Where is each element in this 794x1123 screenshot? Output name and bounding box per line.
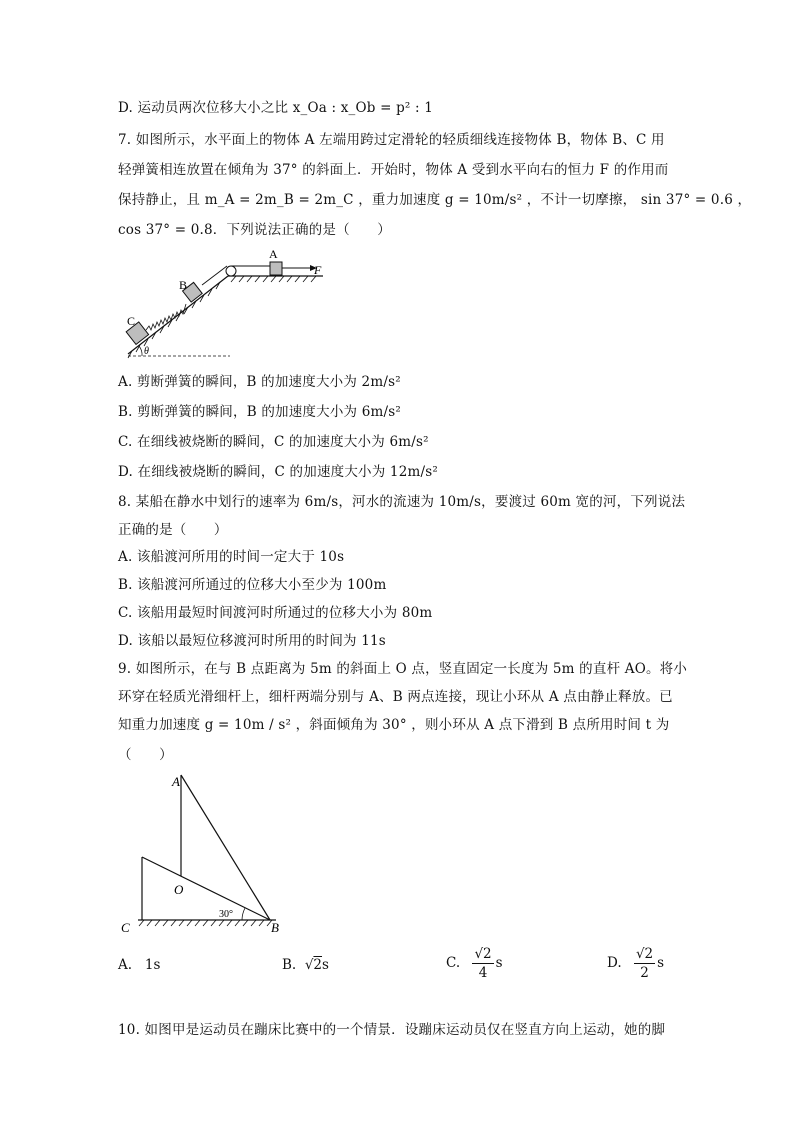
option-letter: B. [282, 957, 297, 973]
label-b: B [179, 278, 188, 292]
option-unit: s [495, 955, 503, 971]
q9-rod-figure [118, 770, 298, 940]
q9-option-c [446, 945, 503, 982]
q7-option-b: B. 剪断弹簧的瞬间，B 的加速度大小为 6m/s² [118, 404, 401, 420]
q9-stem-line-1: 9. 如图所示，在与 B 点距离为 5m 的斜面上 O 点，竖直固定一长度为 5m 的直杆 AO。将小 [118, 661, 688, 677]
fraction [634, 945, 655, 982]
q7-stem-line-3: 保持静止，且 m_A = 2m_B = 2m_C ，重力加速度 g = 10m/s² ，不计一切摩擦， sin 37° = 0.6 ， [118, 192, 752, 208]
fraction-denominator: 4 [478, 965, 488, 981]
q9-stem-line-3: 知重力加速度 g = 10m / s² ，斜面倾角为 30° ，则小环从 A 点下滑到 B 点所用时间 t 为 [118, 717, 670, 733]
q9-option-a [118, 957, 160, 973]
q9-option-b [282, 957, 329, 973]
q7-stem-line-1: 7. 如图所示，水平面上的物体 A 左端用跨过定滑轮的轻质细线连接物体 B，物体 B、C 用 [118, 132, 665, 148]
q8-option-b: B. 该船渡河所通过的位移大小至少为 100m [118, 577, 387, 593]
q7-option-a: A. 剪断弹簧的瞬间，B 的加速度大小为 2m/s² [118, 374, 401, 390]
q7-option-c: C. 在细线被烧断的瞬间，C 的加速度大小为 6m/s² [118, 434, 429, 450]
fraction-numerator: √2 [635, 946, 654, 962]
q10-stem-line-1: 10. 如图甲是运动员在蹦床比赛中的一个情景．设蹦床运动员仅在竖直方向上运动，她的脚 [118, 1022, 666, 1038]
q7-stem-line-4: cos 37° = 0.8．下列说法正确的是（ ） [118, 222, 391, 238]
q7-incline-figure [118, 246, 333, 364]
q8-stem-line-2: 正确的是（ ） [118, 522, 228, 538]
option-unit: s [657, 955, 665, 971]
sqrt-sign: √ [304, 957, 314, 973]
option-unit: s [322, 957, 329, 973]
label-c: C [121, 920, 130, 935]
label-b: B [271, 920, 279, 935]
option-letter: C. [446, 955, 461, 971]
option-letter: D. [607, 955, 622, 971]
q7-stem-line-2: 轻弹簧相连放置在倾角为 37° 的斜面上．开始时，物体 A 受到水平向右的恒力 F 的作用而 [118, 162, 669, 178]
label-a: A [269, 247, 278, 261]
q8-option-c: C. 该船用最短时间渡河时所通过的位移大小为 80m [118, 605, 433, 621]
label-c: C [127, 314, 136, 328]
q7-option-d: D. 在细线被烧断的瞬间，C 的加速度大小为 12m/s² [118, 464, 439, 480]
fraction-denominator: 2 [640, 965, 649, 981]
q8-option-a: A. 该船渡河所用的时间一定大于 10s [118, 549, 345, 565]
option-value: 1s [144, 957, 161, 973]
q8-stem-line-1: 8. 某船在静水中划行的速率为 6m/s，河水的流速为 10m/s，要渡过 60m 宽的河，下列说法 [118, 494, 686, 510]
option-letter: A. [118, 957, 133, 973]
label-f: F [314, 263, 322, 277]
q6-option-d: D. 运动员两次位移大小之比 x_Oa : x_Ob = p² : 1 [118, 100, 434, 116]
sqrt-radicand: 2 [313, 957, 323, 973]
q9-stem-line-4: （ ） [118, 747, 173, 763]
q8-option-d: D. 该船以最短位移渡河时所用的时间为 11s [118, 633, 386, 649]
label-a: A [172, 774, 180, 789]
theta-label: θ [144, 346, 149, 357]
label-o: O [174, 882, 184, 897]
q9-stem-line-2: 环穿在轻质光滑细杆上，细杆两端分别与 A、B 两点连接，现让小环从 A 点由静止释放。已 [118, 689, 673, 705]
q9-option-d [607, 945, 664, 982]
angle-label: 30° [219, 909, 233, 920]
fraction-numerator: √2 [474, 946, 492, 962]
fraction [472, 945, 493, 982]
